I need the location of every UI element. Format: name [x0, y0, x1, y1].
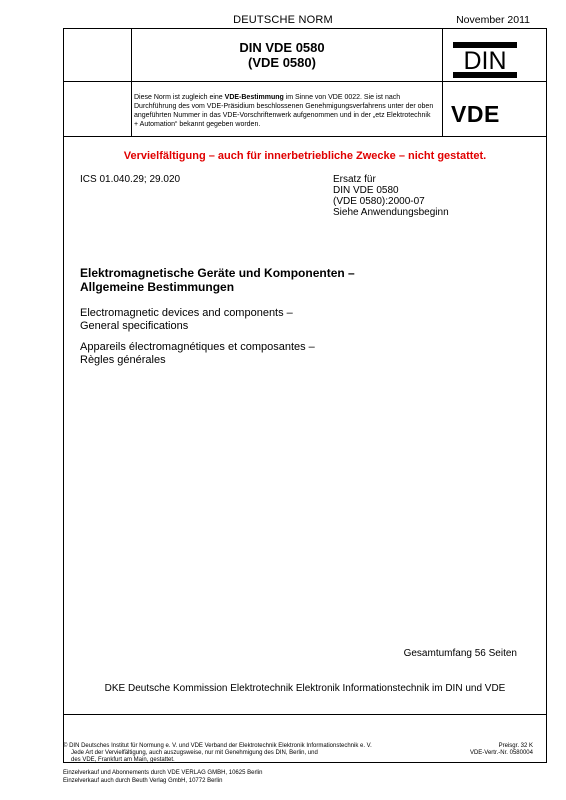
copyright-line1: © DIN Deutsches Institut für Normung e. V. und VDE Verband der Elektrotechnik Elektronik Informationstechnik e. V. — [63, 743, 372, 749]
notice-bold: VDE-Bestimmung — [224, 94, 284, 101]
divider-dke — [64, 714, 546, 715]
document-type: DEUTSCHE NORM — [233, 14, 333, 26]
title-german-line2: Allgemeine Bestimmungen — [80, 280, 235, 294]
ics-code: ICS 01.040.29; 29.020 — [80, 174, 181, 185]
divider-notice — [64, 136, 546, 137]
replaces-block — [333, 174, 449, 218]
title-german-line1: Elektromagnetische Geräte und Komponenten – — [80, 266, 355, 280]
vde-logo: VDE — [451, 101, 500, 127]
dke-line: DKE Deutsche Kommission Elektrotechnik Elektronik Informationstechnik im DIN und VDE — [104, 683, 506, 694]
sales-line1: Einzelverkauf und Abonnements durch VDE VERLAG GMBH, 10625 Berlin — [63, 770, 263, 776]
price-block — [470, 743, 533, 757]
total-pages: Gesamtumfang 56 Seiten — [403, 648, 517, 659]
price-group: Preisgr. 32 K — [498, 743, 533, 749]
replaces-line4: Siehe Anwendungsbeginn — [333, 207, 449, 218]
sales-block — [63, 770, 262, 785]
title-french-line1: Appareils électromagnétiques et composantes – — [80, 341, 315, 353]
din-logo-text: DIN — [463, 47, 507, 75]
divider-logo-col — [442, 29, 443, 136]
sales-line2: Einzelverkauf auch durch Beuth Verlag GmbH, 10772 Berlin — [63, 777, 223, 784]
publication-date: November 2011 — [456, 14, 530, 26]
title-english-line2: General specifications — [80, 320, 189, 332]
document-number-line1: DIN VDE 0580 — [239, 40, 325, 55]
vde-order-number: VDE-Vertr.-Nr. 0580004 — [469, 750, 533, 756]
replaces-line2: DIN VDE 0580 — [333, 185, 399, 196]
notice-post: im Sinne von VDE 0022. Sie ist nach Durchführung des vom VDE-Präsidium beschlossenen Genehmigungsverfahrens unter der oben angeführten Nummer in das VDE-Vorschriftenwerk aufgenommen und in der „etz Elektrotechnik + Automation“ bekannt gegeben worden. — [134, 94, 434, 128]
title-english — [80, 307, 293, 333]
document-number-line2: (VDE 0580) — [248, 55, 316, 70]
replaces-line1: Ersatz für — [333, 174, 376, 185]
title-english-line1: Electromagnetic devices and components – — [80, 307, 293, 319]
vde-notice — [134, 93, 434, 129]
copyright-line2: Jede Art der Vervielfältigung, auch auszugsweise, nur mit Genehmigung des DIN, Berlin, und — [71, 750, 318, 756]
copy-warning: Vervielfältigung – auch für innerbetriebliche Zwecke – nicht gestattet. — [123, 150, 487, 162]
din-logo — [452, 41, 518, 84]
replaces-line3: (VDE 0580):2000-07 — [333, 196, 425, 207]
notice-pre: Diese Norm ist zugleich eine — [134, 94, 225, 101]
title-french — [80, 341, 315, 367]
title-french-line2: Règles générales — [80, 354, 166, 366]
copyright-block — [63, 743, 443, 764]
document-number — [128, 40, 436, 70]
copyright-line3: des VDE, Frankfurt am Main, gestattet. — [71, 757, 175, 763]
title-german — [80, 266, 355, 294]
